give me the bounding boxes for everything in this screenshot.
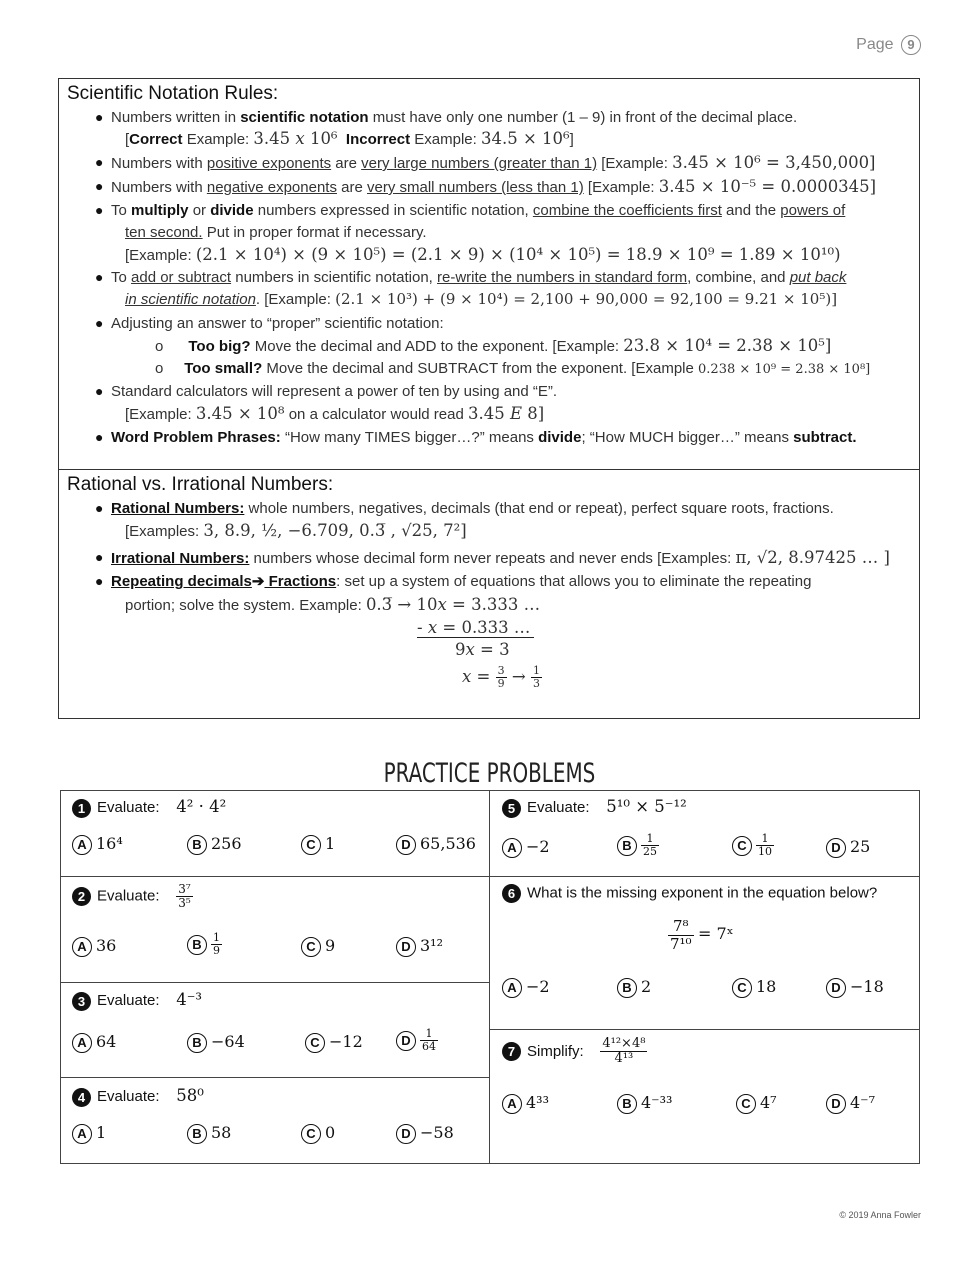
grid-divider (490, 1029, 920, 1030)
rational-numbers: Rational Numbers: whole numbers, negatives, decimals (that end or repeat), perfect square roots, fractions. (111, 500, 834, 517)
grid-divider (490, 876, 920, 877)
q5-option-d[interactable]: D 25 (826, 837, 870, 858)
q4-option-d[interactable]: D −58 (396, 1123, 454, 1144)
bullet: ● (95, 315, 104, 331)
q3-option-d[interactable]: D $\frac{1}{64}$ (396, 1028, 438, 1053)
copyright: © 2019 Anna Fowler (839, 1210, 921, 1220)
q6-option-c[interactable]: C 18 (732, 977, 776, 998)
rational-examples: [Examples: 3, 8.9, ½, −6.709, 0.3̅ , √25, 7²] (125, 521, 467, 540)
bullet: ● (95, 429, 104, 445)
irrational-numbers: Irrational Numbers: numbers whose decimal form never repeats and never ends [Examples: π, √2, 8.97425 … ] (111, 548, 890, 567)
q7-option-c[interactable]: C 4⁷ (736, 1093, 777, 1114)
bullet: ● (95, 573, 104, 589)
rule-5: To add or subtract numbers in scientific notation, re-write the numbers in standard form, combine, and put back (111, 269, 847, 286)
question-5: 5 Evaluate: 5¹⁰ × 5⁻¹² (502, 797, 687, 818)
q5-option-c[interactable]: C $\frac{1}{10}$ (732, 833, 774, 858)
rule-2: Numbers with positive exponents are very large numbers (greater than 1) [Example: 3.45 × 10⁶ = 3,450,000] (111, 153, 876, 172)
q6-equation: $\frac{\text{7⁸}}{\text{7¹⁰}}$ = 7ˣ (670, 917, 734, 953)
q2-option-d[interactable]: D 3¹² (396, 936, 443, 957)
equation-solution: 𝑥 = $\frac{3}{9}$ → $\frac{1}{3}$ (462, 664, 540, 691)
rules-title: Scientific Notation Rules: (67, 83, 279, 104)
bullet: ● (95, 202, 104, 218)
q6-option-d[interactable]: D −18 (826, 977, 884, 998)
page-label-text: Page (856, 36, 894, 54)
q1-option-d[interactable]: D 65,536 (396, 834, 476, 855)
practice-problems-title: PRACTICE PROBLEMS (383, 758, 596, 789)
rational-irrational-box (58, 469, 920, 719)
question-7: 7 Simplify: $\frac{\text{4¹²×4⁸}}{\text{4¹³}}$ (502, 1037, 647, 1067)
q2-option-a[interactable]: A 36 (72, 936, 116, 957)
rule-5-cont: in scientific notation. [Example: (2.1 × 10³) + (9 × 10⁴) = 2,100 + 90,000 = 92,100 = 9.21 × 10⁵)] (125, 290, 838, 308)
q3-option-a[interactable]: A 64 (72, 1032, 116, 1053)
q6-option-b[interactable]: B 2 (617, 977, 651, 998)
q3-option-b[interactable]: B −64 (187, 1032, 245, 1053)
rule-1-examples: [Correct Example: 3.45 𝑥 10⁶ Incorrect Example: 34.5 × 10⁶] (125, 129, 574, 148)
q1-option-a[interactable]: A 16⁴ (72, 834, 123, 855)
q2-option-c[interactable]: C 9 (301, 936, 335, 957)
bullet: ● (95, 178, 104, 194)
rule-8: Word Problem Phrases: “How many TIMES bigger…?” means divide; “How MUCH bigger…” means subtract. (111, 429, 857, 446)
grid-divider (60, 876, 490, 877)
rule-6: Adjusting an answer to “proper” scientific notation: (111, 315, 444, 332)
rule-3: Numbers with negative exponents are very small numbers (less than 1) [Example: 3.45 × 10⁻⁵ = 0.0000345] (111, 177, 877, 196)
q4-option-b[interactable]: B 58 (187, 1123, 231, 1144)
q7-option-a[interactable]: A 4³³ (502, 1093, 549, 1114)
question-6: 6 What is the missing exponent in the equation below? (502, 884, 877, 903)
rule-7-example: [Example: 3.45 × 10⁸ on a calculator would read 3.45 𝐸 8] (125, 404, 545, 423)
repeating-decimals-cont: portion; solve the system. Example: 0.3̅ → 10𝑥 = 3.333 … (125, 595, 541, 614)
bullet: ● (95, 109, 104, 125)
page-number: 9 (901, 35, 921, 55)
grid-divider (489, 790, 490, 1164)
rule-4-cont: ten second. Put in proper format if necessary. (125, 224, 427, 241)
equation-result: 9𝑥 = 3 (455, 640, 510, 659)
bullet: ● (95, 269, 104, 285)
repeating-decimals: Repeating decimals➔ Fractions: set up a system of equations that allows you to eliminate the repeating (111, 573, 812, 590)
rule-1: Numbers written in scientific notation must have only one number (1 – 9) in front of the decimal place. (111, 109, 798, 126)
bullet: ● (95, 383, 104, 399)
rule-6-sub-2: o Too small? Move the decimal and SUBTRACT from the exponent. [Example 0.238 × 10⁹ = 2.38 × 10⁸] (155, 360, 871, 377)
q7-option-b[interactable]: B 4⁻³³ (617, 1093, 672, 1114)
bullet: ● (95, 154, 104, 170)
question-3: 3 Evaluate: 4⁻³ (72, 990, 202, 1011)
question-1: 1 Evaluate: 4² · 4² (72, 797, 226, 818)
rule-7: Standard calculators will represent a power of ten by using and “E”. (111, 383, 558, 400)
grid-divider (60, 1077, 490, 1078)
rule-6-sub-1: o Too big? Move the decimal and ADD to the exponent. [Example: 23.8 × 10⁴ = 2.38 × 10⁵] (155, 336, 832, 355)
grid-divider (60, 982, 490, 983)
q4-option-a[interactable]: A 1 (72, 1123, 106, 1144)
bullet: ● (95, 500, 104, 516)
rule-4: To multiply or divide numbers expressed in scientific notation, combine the coefficients first and the powers of (111, 202, 846, 219)
q1-option-c[interactable]: C 1 (301, 834, 335, 855)
q4-option-c[interactable]: C 0 (301, 1123, 335, 1144)
q7-option-d[interactable]: D 4⁻⁷ (826, 1093, 875, 1114)
bullet: ● (95, 549, 104, 565)
q3-option-c[interactable]: C −12 (305, 1032, 363, 1053)
rule-4-example: [Example: (2.1 × 10⁴) × (9 × 10⁵) = (2.1 × 9) × (10⁴ × 10⁵) = 18.9 × 10⁹ = 1.89 × 10¹⁰) (125, 245, 841, 264)
scientific-notation-rules-box (58, 78, 920, 470)
q5-option-b[interactable]: B $\frac{1}{25}$ (617, 833, 659, 858)
page-label (856, 35, 921, 55)
question-4: 4 Evaluate: 58⁰ (72, 1086, 204, 1107)
q6-option-a[interactable]: A −2 (502, 977, 550, 998)
equation-subtract: - 𝑥 = 0.333 … (417, 618, 534, 638)
q1-option-b[interactable]: B 256 (187, 834, 242, 855)
q5-option-a[interactable]: A −2 (502, 837, 550, 858)
question-2: 2 Evaluate: $\frac{\text{3⁷}}{\text{3⁵}}$ (72, 883, 193, 910)
q2-option-b[interactable]: B $\frac{1}{9}$ (187, 932, 222, 957)
rational-title: Rational vs. Irrational Numbers: (67, 474, 334, 495)
